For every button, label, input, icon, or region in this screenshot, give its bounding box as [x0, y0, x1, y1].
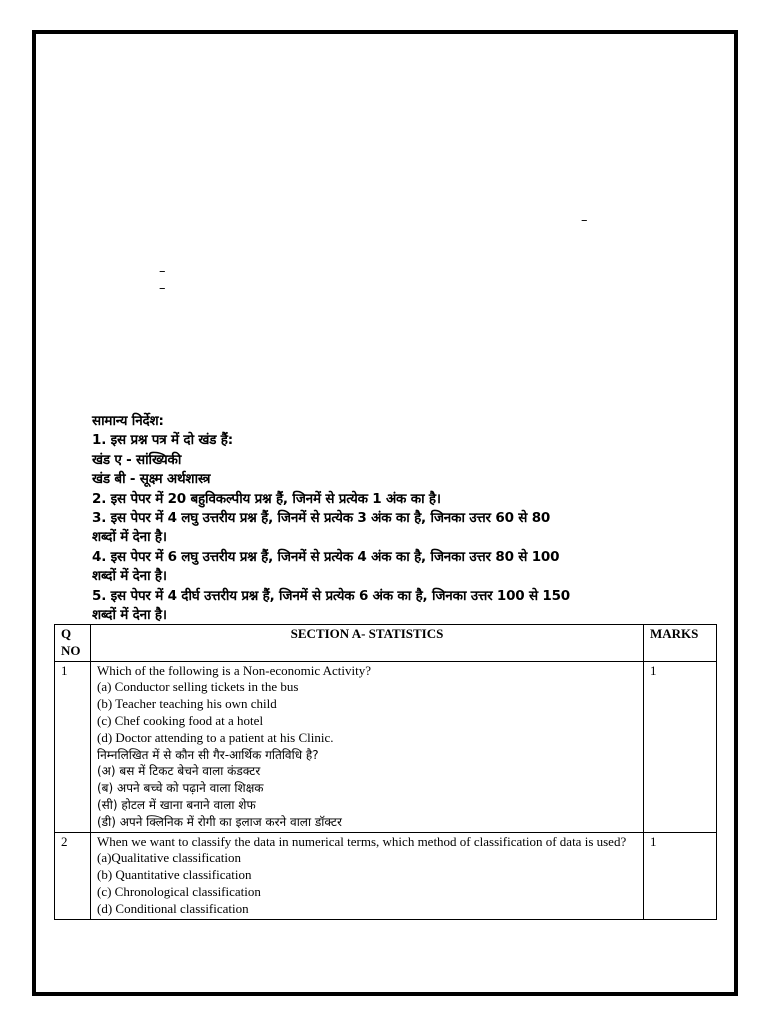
option-text: (b) Quantitative classification [97, 867, 252, 883]
dash-mark: – [581, 213, 588, 228]
instruction-line: 5. इस पेपर में 4 दीर्घ उत्तरीय प्रश्न हैं, जिनमें से प्रत्येक 6 अंक का है, जिनका उत्तर 100 से 150 [92, 587, 570, 604]
table-row [55, 661, 717, 832]
section-header: SECTION A- STATISTICS [91, 625, 644, 662]
option-text: (b) Teacher teaching his own child [97, 696, 277, 712]
option-text: (d) Conditional classification [97, 900, 249, 916]
option-text-hindi: (डी) अपने क्लिनिक में रोगी का इलाज करने वाला डॉक्टर [97, 814, 342, 829]
general-instructions [92, 412, 692, 625]
table-row [55, 832, 717, 919]
instructions-heading: सामान्य निर्देश: [92, 413, 164, 429]
table-header-row [55, 625, 717, 662]
instruction-line: शब्दों में देना है। [92, 607, 167, 624]
marks-cell: 1 [644, 661, 717, 832]
instruction-line: खंड ए - सांख्यिकी [92, 451, 182, 468]
option-text: (a)Qualitative classification [97, 850, 242, 866]
question-number: 1 [55, 661, 91, 832]
instruction-line: खंड बी - सूक्ष्म अर्थशास्त्र [92, 471, 211, 488]
question-text: Which of the following is a Non-economic Activity? [97, 662, 372, 678]
marks-cell: 1 [644, 832, 717, 919]
option-text: (c) Chronological classification [97, 883, 261, 899]
option-text-hindi: (सी) होटल में खाना बनाने वाला शेफ [97, 797, 256, 812]
instruction-line: 3. इस पेपर में 4 लघु उत्तरीय प्रश्न हैं, जिनमें से प्रत्येक 3 अंक का है, जिनका उत्तर 60 से 80 [92, 510, 551, 527]
question-text-hindi: निम्नलिखित में से कौन सी गैर-आर्थिक गतिविधि है? [97, 747, 319, 762]
option-text-hindi: (ब) अपने बच्चे को पढ़ाने वाला शिक्षक [97, 781, 264, 796]
instruction-line: 4. इस पेपर में 6 लघु उत्तरीय प्रश्न हैं, जिनमें से प्रत्येक 4 अंक का है, जिनका उत्तर 80 से 100 [92, 548, 560, 565]
instruction-line: 2. इस पेपर में 20 बहुविकल्पीय प्रश्न हैं, जिनमें से प्रत्येक 1 अंक का है। [92, 490, 441, 507]
question-cell [91, 661, 644, 832]
dash-mark: – [159, 264, 166, 279]
question-text: When we want to classify the data in numerical terms, which method of classification of data is used? [97, 833, 627, 849]
option-text: (c) Chef cooking food at a hotel [97, 712, 264, 728]
instruction-line: 1. इस प्रश्न पत्र में दो खंड हैं: [92, 432, 233, 449]
question-number: 2 [55, 832, 91, 919]
option-text-hindi: (अ) बस में टिकट बेचने वाला कंडक्टर [97, 764, 261, 779]
question-cell [91, 832, 644, 919]
question-table [54, 624, 717, 920]
instruction-line: शब्दों में देना है। [92, 529, 167, 546]
qno-header: Q NO [55, 625, 91, 662]
marks-header: MARKS [644, 625, 717, 662]
option-text: (d) Doctor attending to a patient at his Clinic. [97, 729, 334, 745]
dash-mark: – [159, 281, 166, 296]
option-text: (a) Conductor selling tickets in the bus [97, 679, 299, 695]
instruction-line: शब्दों में देना है। [92, 568, 167, 585]
